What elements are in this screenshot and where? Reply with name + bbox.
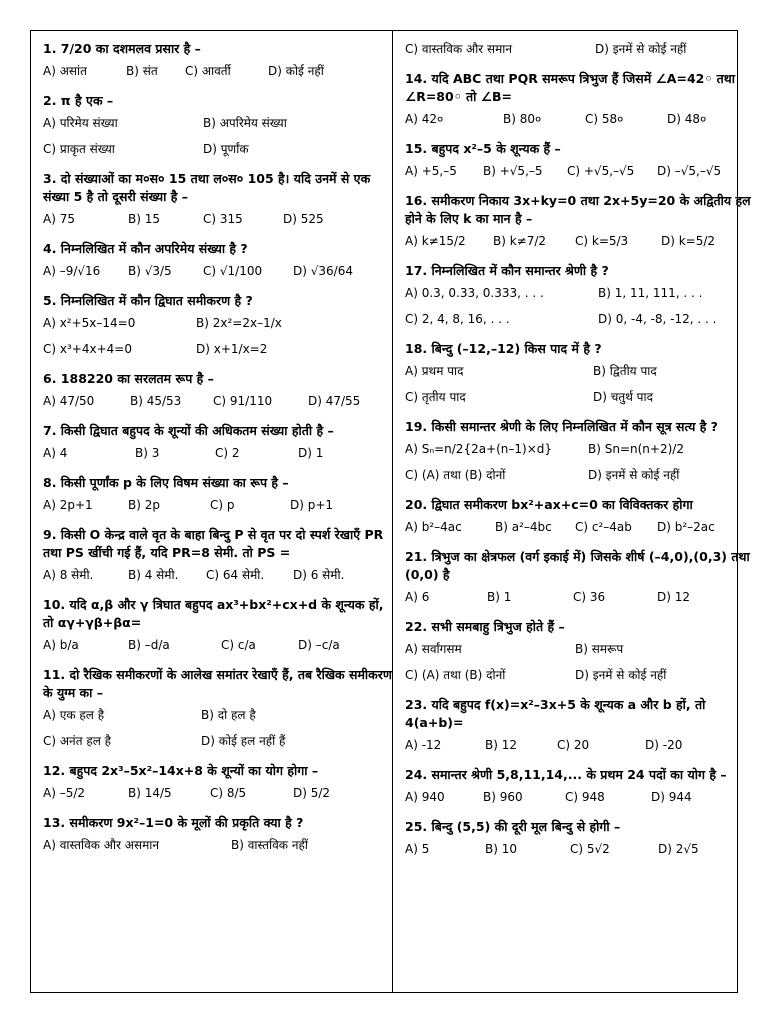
question-6: 6. 188220 का सरलतम रूप है – [43,371,214,386]
options-q7 [43,444,393,462]
right-column [405,40,755,870]
option-b: B) 960 [483,790,523,804]
options-q17-row2 [405,310,755,328]
options-q3 [43,210,393,228]
option-b: B) 80० [503,112,542,126]
option-b: B) अपरिमेय संख्या [203,116,287,130]
option-c: C) c²–4ab [575,520,632,534]
option-b: B) 15 [128,212,160,226]
option-c: C) 948 [565,790,605,804]
option-a: A) b²–4ac [405,520,462,534]
option-a: A) –5/2 [43,786,86,800]
question-1: 1. 7/20 का दशमलव प्रसार है – [43,41,201,56]
option-c: C) अनंत हल है [43,734,112,748]
option-b: B) 1 [487,590,512,604]
options-q5-row2 [43,340,393,358]
option-c: C) 91/110 [213,394,273,408]
option-a: A) +5,–5 [405,164,457,178]
option-d: D) 5/2 [293,786,331,800]
option-b: B) संत [126,64,158,78]
question-11: 11. दो रैखिक समीकरणों के आलेख समांतर रेखाएँ हैं, तब रैखिक समीकरण के युग्म का – [43,667,392,700]
option-b: B) Sn=n(n+2)/2 [588,442,684,456]
option-d: D) –√5,–√5 [657,164,722,178]
option-d: D) p+1 [290,498,334,512]
options-q25 [405,840,755,858]
option-b: B) –d/a [128,638,170,652]
option-a: A) एक हल है [43,708,105,722]
option-c: C) 8/5 [210,786,247,800]
question-25: 25. बिन्दु (5,5) की दूरी मूल बिन्दु से होगी – [405,819,621,834]
options-q22-row1 [405,640,755,658]
options-q15 [405,162,755,180]
option-c: C) √1/100 [203,264,263,278]
option-a: A) 2p+1 [43,498,93,512]
option-c: C) वास्तविक और समान [405,42,513,56]
option-c: C) (A) तथा (B) दोनों [405,468,506,482]
option-b: B) 14/5 [128,786,172,800]
option-d: D) इनमें से कोई नहीं [595,42,687,56]
option-c: C) 20 [557,738,590,752]
option-a: A) 5 [405,842,430,856]
question-16: 16. समीकरण निकाय 3x+ky=0 तथा 2x+5y=20 के अद्वितीय हल होने के लिए k का मान है – [405,193,751,226]
option-c: C) 315 [203,212,243,226]
option-b: B) द्वितीय पाद [593,364,657,378]
question-14: 14. यदि ABC तथा PQR समरूप त्रिभुज हैं जिसमें ∠A=42◦ तथा ∠R=80◦ तो ∠B= [405,71,736,104]
options-q18-row1 [405,362,755,380]
option-d: D) x+1/x=2 [196,342,268,356]
left-column [43,40,393,862]
option-d: D) 525 [283,212,324,226]
options-q20 [405,518,755,536]
option-d: D) 2√5 [658,842,699,856]
option-a: A) सर्वांगसम [405,642,462,656]
options-q14 [405,110,755,128]
option-c: C) 2, 4, 8, 16, . . . [405,312,510,326]
question-15: 15. बहुपद x²–5 के शून्यक हैं – [405,141,561,156]
option-b: B) दो हल है [201,708,256,722]
question-4: 4. निम्नलिखित में कौन अपरिमेय संख्या है ? [43,241,248,256]
option-b: B) a²–4bc [495,520,552,534]
option-a: A) प्रथम पाद [405,364,464,378]
option-b: B) 10 [485,842,517,856]
question-17: 17. निम्नलिखित में कौन समान्तर श्रेणी है ? [405,263,609,278]
option-a: A) वास्तविक और असमान [43,838,160,852]
option-a: A) –9/√16 [43,264,101,278]
option-d: D) पूर्णांक [203,142,249,156]
option-d: D) 48० [667,112,707,126]
option-a: A) 75 [43,212,75,226]
option-c: C) +√5,–√5 [567,164,635,178]
option-d: D) इनमें से कोई नहीं [575,668,667,682]
option-a: A) Sₙ=n/2{2a+(n–1)×d} [405,442,553,456]
option-c: C) तृतीय पाद [405,390,466,404]
question-7: 7. किसी द्विघात बहुपद के शून्यों की अधिकतम संख्या होती है – [43,423,334,438]
option-d: D) 12 [657,590,691,604]
option-b: B) समरूप [575,642,624,656]
options-q6 [43,392,393,410]
question-23: 23. यदि बहुपद f(x)=x²–3x+5 के शून्यक a और b हों, तो 4(a+b)= [405,697,706,730]
options-q2-row2 [43,140,393,158]
option-d: D) 944 [651,790,692,804]
question-10: 10. यदि α,β और γ त्रिघात बहुपद ax³+bx²+cx+d के शून्यक हों, तो αγ+γβ+βα= [43,597,384,630]
option-d: D) चतुर्थ पाद [593,390,653,404]
option-b: B) k≠7/2 [493,234,547,248]
option-d: D) -20 [645,738,683,752]
option-c: C) 5√2 [570,842,610,856]
option-b: B) 4 सेमी. [128,568,179,582]
options-q13-row2 [405,40,755,58]
option-a: A) 940 [405,790,445,804]
option-d: D) 47/55 [308,394,361,408]
option-c: C) प्राकृत संख्या [43,142,115,156]
option-a: A) 0.3, 0.33, 0.333, . . . [405,286,544,300]
options-q10 [43,636,393,654]
option-c: C) 2 [215,446,240,460]
question-5: 5. निम्नलिखित में कौन द्विघात समीकरण है ? [43,293,253,308]
option-c: C) (A) तथा (B) दोनों [405,668,506,682]
option-a: A) असांत [43,64,87,78]
options-q17-row1 [405,284,755,302]
option-d: D) 6 सेमी. [293,568,345,582]
question-8: 8. किसी पूर्णांक p के लिए विषम संख्या का रूप है – [43,475,289,490]
question-2: 2. π है एक – [43,93,114,108]
option-a: A) k≠15/2 [405,234,466,248]
option-a: A) 4 [43,446,68,460]
option-c: C) k=5/3 [575,234,629,248]
option-b: B) वास्तविक नहीं [231,838,308,852]
options-q5-row1 [43,314,393,332]
option-b: B) 45/53 [130,394,182,408]
question-21: 21. त्रिभुज का क्षेत्रफल (वर्ग इकाई में) जिसके शीर्ष (–4,0),(0,3) तथा (0,0) है [405,549,750,582]
question-12: 12. बहुपद 2x³–5x²–14x+8 के शून्यों का योग होगा – [43,763,319,778]
option-a: A) 47/50 [43,394,95,408]
option-a: A) 6 [405,590,430,604]
option-d: D) k=5/2 [661,234,716,248]
question-18: 18. बिन्दु (–12,–12) किस पाद में है ? [405,341,602,356]
option-b: B) +√5,–5 [483,164,543,178]
option-d: D) 0, -4, -8, -12, . . . [598,312,717,326]
options-q16 [405,232,755,250]
option-c: C) 58० [585,112,624,126]
question-24: 24. समान्तर श्रेणी 5,8,11,14,... के प्रथम 24 पदों का योग है – [405,767,727,782]
option-b: B) 2x²=2x–1/x [196,316,282,330]
question-20: 20. द्विघात समीकरण bx²+ax+c=0 का विविक्तकर होगा [405,497,693,512]
option-b: B) 2p [128,498,160,512]
option-d: D) √36/64 [293,264,353,278]
question-9: 9. किसी O केन्द्र वाले वृत के बाहा बिन्दु P से वृत पर दो स्पर्श रेखाएँ PR तथा PS खींची गई हैं, यदि PR=8 सेमी. तो PS = [43,527,384,560]
option-d: D) 1 [298,446,324,460]
options-q12 [43,784,393,802]
option-c: C) c/a [221,638,256,652]
options-q18-row2 [405,388,755,406]
question-19: 19. किसी समान्तर श्रेणी के लिए निम्नलिखित में कौन सूत्र सत्य है ? [405,419,718,434]
question-13: 13. समीकरण 9x²–1=0 के मूलों की प्रकृति क्या है ? [43,815,304,830]
options-q23 [405,736,755,754]
option-d: D) –c/a [298,638,340,652]
options-q4 [43,262,393,280]
option-c: C) 64 सेमी. [206,568,265,582]
option-a: A) b/a [43,638,79,652]
option-d: D) कोई नहीं [268,64,324,78]
options-q9 [43,566,393,584]
option-b: B) 1, 11, 111, . . . [598,286,703,300]
option-b: B) 12 [485,738,517,752]
option-a: A) x²+5x–14=0 [43,316,136,330]
option-d: D) इनमें से कोई नहीं [588,468,680,482]
option-a: A) परिमेय संख्या [43,116,118,130]
options-q22-row2 [405,666,755,684]
options-q13-row1 [43,836,393,854]
options-q8 [43,496,393,514]
question-22: 22. सभी समबाहु त्रिभुज होते हैं – [405,619,565,634]
option-c: C) आवर्ती [185,64,231,78]
option-c: C) x³+4x+4=0 [43,342,132,356]
option-a: A) 42० [405,112,444,126]
option-d: D) b²–2ac [657,520,715,534]
option-d: D) कोई हल नहीं हैं [201,734,286,748]
options-q24 [405,788,755,806]
options-q1 [43,62,393,80]
option-c: C) 36 [573,590,606,604]
option-a: A) -12 [405,738,442,752]
options-q19-row1 [405,440,755,458]
option-a: A) 8 सेमी. [43,568,94,582]
options-q11-row1 [43,706,393,724]
option-c: C) p [210,498,235,512]
question-3: 3. दो संख्याओं का म०स० 15 तथा ल०स० 105 है। यदि उनमें से एक संख्या 5 है तो दूसरी संख्या है – [43,171,371,204]
option-b: B) √3/5 [128,264,172,278]
options-q21 [405,588,755,606]
option-b: B) 3 [135,446,160,460]
options-q19-row2 [405,466,755,484]
options-q11-row2 [43,732,393,750]
options-q2-row1 [43,114,393,132]
